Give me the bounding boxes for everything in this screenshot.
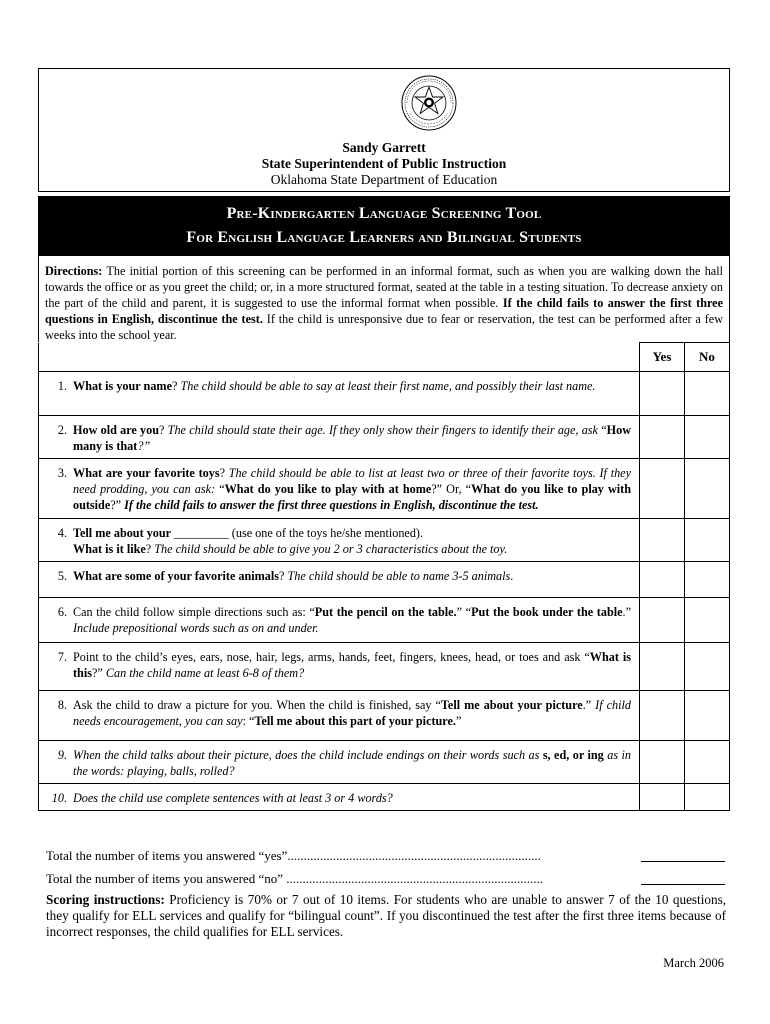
no-checkbox-cell[interactable]: [685, 562, 730, 598]
question-text-segment: Include prepositional words such as on and under.: [73, 621, 319, 635]
question-text-segment: What is it like: [73, 542, 146, 556]
no-column-header: No: [685, 343, 730, 372]
no-checkbox-cell[interactable]: [685, 459, 730, 519]
question-text: [73, 378, 631, 394]
department-name: Oklahoma State Department of Education: [270, 172, 498, 187]
state-seal-icon: [401, 75, 457, 131]
total-no-line: Total the number of items you answered “no” ...............................................................................: [46, 871, 543, 886]
question-text-segment: What are some of your favorite animals: [73, 569, 280, 583]
question-text-segment: ?: [159, 423, 168, 437]
question-text: [73, 649, 631, 681]
question-table: [38, 342, 730, 811]
yes-checkbox-cell[interactable]: [640, 598, 685, 643]
title-line-1: Pre-Kindergarten Language Screening Tool: [226, 205, 542, 222]
question-number: 10.: [51, 791, 67, 805]
question-text-segment: The child should be able to say at least their first name, and possibly their last name.: [180, 379, 596, 393]
total-yes-line: Total the number of items you answered “yes”..............................................................................: [46, 848, 541, 863]
question-text-segment: “: [219, 482, 225, 496]
no-checkbox-cell[interactable]: [685, 372, 730, 416]
question-text-segment: Put the pencil on the table.: [314, 605, 457, 619]
table-row: [39, 643, 730, 691]
question-number: 9.: [57, 748, 67, 762]
question-text-segment: What are your favorite toys: [73, 466, 220, 480]
question-text-segment: s, ed, or ing: [542, 748, 608, 762]
question-text-segment: What is this: [73, 650, 631, 680]
directions-block: [38, 256, 730, 342]
question-text-segment: ?”: [110, 498, 125, 512]
total-yes-blank[interactable]: [641, 847, 725, 862]
question-text-segment: The child should be able to give you 2 or 3 characteristics about the toy.: [154, 542, 508, 556]
question-cell: [39, 598, 640, 643]
question-text: [73, 790, 631, 806]
question-text-segment: Tell me about your picture: [440, 698, 583, 712]
scoring-instructions: [46, 892, 726, 940]
no-checkbox-cell[interactable]: [685, 416, 730, 459]
yes-checkbox-cell[interactable]: [640, 459, 685, 519]
yes-checkbox-cell[interactable]: [640, 372, 685, 416]
question-text-segment: What is your name: [73, 379, 172, 393]
superintendent-name: Sandy Garrett: [342, 140, 426, 155]
table-row: [39, 416, 730, 459]
question-text-segment: ” “: [456, 605, 472, 619]
question-text: [73, 697, 631, 729]
no-checkbox-cell[interactable]: [685, 691, 730, 741]
question-text: [73, 465, 631, 513]
question-text: [73, 747, 631, 779]
question-text-segment: Tell me about your: [73, 526, 174, 540]
table-row: [39, 784, 730, 811]
directions-text-1: The initial portion of this screening can be performed in an informal format, such as when you are walking down the hall towards the office or as you greet the child; or, in a more structured format, seated at the table in a testing situation. To decrease anxiety on the part of the child and parent, it is suggested to use the informal format when possible.: [45, 264, 723, 310]
question-text-segment: The child should be able to name 3-5 animals: [287, 569, 511, 583]
question-text-segment: The child should be able to list at least two or three of their favorite toys. If they need prodding, you can ask:: [73, 466, 631, 496]
no-checkbox-cell[interactable]: [685, 598, 730, 643]
document-date: March 2006: [663, 956, 724, 970]
no-checkbox-cell[interactable]: [685, 784, 730, 811]
question-number: 6.: [57, 605, 67, 619]
question-text-segment: ?” Or, “: [431, 482, 472, 496]
total-no-blank[interactable]: [641, 870, 725, 885]
yes-checkbox-cell[interactable]: [640, 643, 685, 691]
question-text-segment: ?”: [137, 439, 151, 453]
question-number: 3.: [57, 466, 67, 480]
question-text-segment: ?: [219, 466, 229, 480]
yes-column-header: Yes: [640, 343, 685, 372]
header-box: [38, 68, 730, 192]
scoring-label: Scoring instructions:: [46, 892, 165, 907]
question-text-segment: Tell me about this part of your picture.: [254, 714, 456, 728]
question-cell: [39, 519, 640, 562]
question-number: 8.: [57, 698, 67, 712]
table-row: [39, 598, 730, 643]
question-number: 2.: [57, 423, 67, 437]
question-header-cell: [39, 343, 640, 372]
question-rows: [39, 372, 730, 811]
no-checkbox-cell[interactable]: [685, 741, 730, 784]
question-text: [73, 422, 631, 454]
yes-checkbox-cell[interactable]: [640, 416, 685, 459]
table-row: [39, 562, 730, 598]
directions-text-2: If the child is unresponsive due to fear or reservation, the test can be performed after a few weeks into the school year.: [45, 312, 723, 342]
question-text: [73, 525, 631, 557]
question-text-segment: ?: [171, 379, 181, 393]
yes-checkbox-cell[interactable]: [640, 691, 685, 741]
question-text-segment: ?”: [91, 666, 106, 680]
question-text-segment: .: [510, 569, 514, 583]
question-text-segment: What do you like to play with outside: [73, 482, 631, 512]
directions-bold: If the child fails to answer the first three questions in English, discontinue the test.: [45, 296, 723, 326]
question-text-segment: ?: [279, 569, 288, 583]
title-line-2: For English Language Learners and Bilingual Students: [186, 229, 582, 246]
question-text-segment: _________ (use one of the toys he/she mentioned).: [173, 526, 424, 540]
no-checkbox-cell[interactable]: [685, 519, 730, 562]
question-text-segment: Point to the child’s eyes, ears, nose, hair, legs, arms, hands, feet, fingers, knees, head, or toes and ask “: [73, 650, 590, 664]
question-text: [73, 568, 631, 584]
question-text-segment: Does the child use complete sentences with at least 3 or 4 words?: [73, 791, 393, 805]
question-text-segment: If the child fails to answer the first three questions in English, discontinue the test.: [124, 498, 539, 512]
table-row: [39, 372, 730, 416]
yes-checkbox-cell[interactable]: [640, 784, 685, 811]
yes-checkbox-cell[interactable]: [640, 741, 685, 784]
question-text-segment: ”: [455, 714, 462, 728]
question-cell: [39, 459, 640, 519]
question-cell: [39, 784, 640, 811]
question-text-segment: The child should state their age. If they only show their fingers to identify their age, ask: [167, 423, 602, 437]
question-text-segment: Put the book under the table: [471, 605, 623, 619]
question-text-segment: .”: [582, 698, 596, 712]
question-text-segment: What do you like to play with at home: [224, 482, 432, 496]
question-text-segment: .”: [622, 605, 631, 619]
scoring-text: Proficiency is 70% or 7 out of 10 items. For students who are unable to answer 7 of the 10 questions, they qualify for ELL services and qualify for “bilingual count”. If you discontinued the test after the first three items because of incorrect responses, the child qualifies for ELL services.: [46, 892, 727, 939]
question-cell: [39, 372, 640, 416]
yes-checkbox-cell[interactable]: [640, 562, 685, 598]
question-cell: [39, 643, 640, 691]
question-text-segment: How many is that: [73, 423, 631, 453]
no-checkbox-cell[interactable]: [685, 643, 730, 691]
question-text-segment: ?: [145, 542, 155, 556]
question-text-segment: If child needs encouragement, you can say: [73, 698, 631, 728]
question-text-segment: as in the words: playing, balls, rolled?: [73, 748, 631, 778]
question-text-segment: : “: [242, 714, 255, 728]
question-number: 7.: [57, 650, 67, 664]
yes-checkbox-cell[interactable]: [640, 519, 685, 562]
question-text-segment: “: [601, 423, 607, 437]
question-number: 4.: [57, 526, 67, 540]
question-text-segment: Ask the child to draw a picture for you. When the child is finished, say “: [73, 698, 441, 712]
table-row: [39, 691, 730, 741]
directions-label: Directions:: [45, 264, 103, 278]
question-text-segment: When the child talks about their picture, does the child include endings on their words such as: [73, 748, 543, 762]
table-row: [39, 741, 730, 784]
table-header-row: [39, 343, 730, 372]
question-cell: [39, 416, 640, 459]
question-text-segment: Can the child name at least 6-8 of them?: [105, 666, 305, 680]
superintendent-title: State Superintendent of Public Instruction: [261, 156, 507, 171]
question-text-segment: How old are you: [73, 423, 160, 437]
question-cell: [39, 562, 640, 598]
question-cell: [39, 691, 640, 741]
table-row: [39, 519, 730, 562]
table-row: [39, 459, 730, 519]
question-text: [73, 604, 631, 636]
question-text-segment: Can the child follow simple directions such as: “: [73, 605, 315, 619]
question-number: 1.: [57, 379, 67, 393]
title-banner: [38, 196, 730, 256]
question-cell: [39, 741, 640, 784]
question-number: 5.: [57, 569, 67, 583]
